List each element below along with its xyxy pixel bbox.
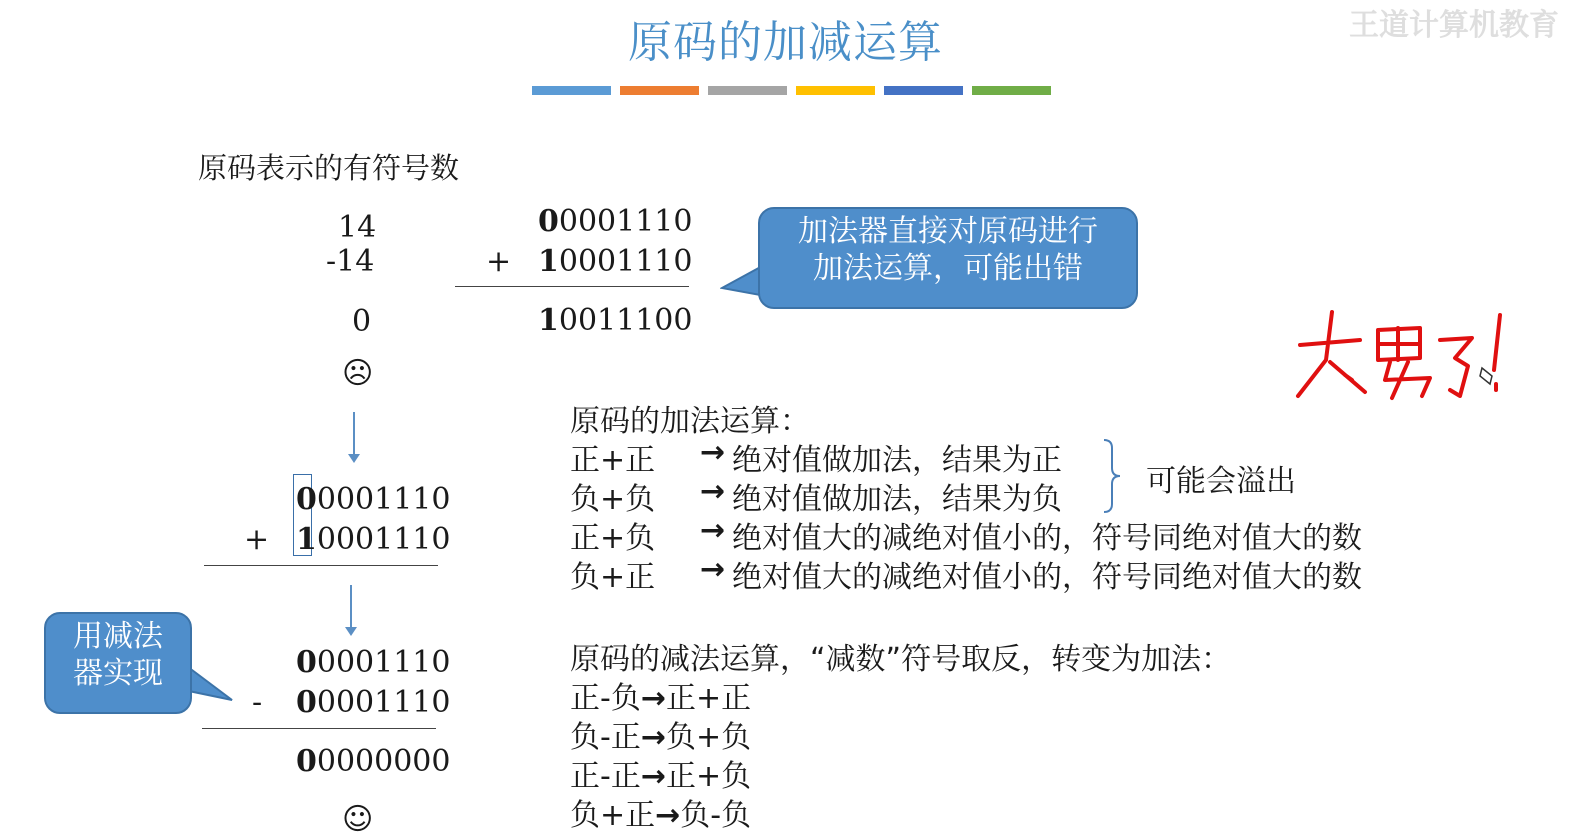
rule-description: 绝对值做加法，结果为正 xyxy=(732,443,1062,478)
rule-case: 正+负 xyxy=(570,521,656,556)
right-arrow-icon: → xyxy=(640,720,666,755)
binary-b xyxy=(538,244,692,279)
sign-bit: 1 xyxy=(296,522,317,557)
addition-rules-heading: 原码的加法运算： xyxy=(570,404,810,439)
callout-line: 加法器直接对原码进行 xyxy=(798,214,1098,249)
down-arrow-2 xyxy=(350,585,352,627)
decimal-b: -14 xyxy=(326,244,375,279)
subtraction-rule-row xyxy=(570,673,752,716)
right-arrow-icon: → xyxy=(700,435,726,470)
right-arrow-icon: → xyxy=(640,681,666,716)
binary-sum xyxy=(538,303,692,338)
binary-a xyxy=(538,204,692,239)
color-bar-2 xyxy=(620,86,699,95)
binary-b xyxy=(296,522,450,557)
subtraction-rule-row xyxy=(570,751,752,794)
rule-to: 负-负 xyxy=(680,798,752,833)
subtraction-rule-row xyxy=(570,712,752,755)
color-bar-5 xyxy=(884,86,963,95)
magnitude-bits: 0001110 xyxy=(316,645,451,680)
callout-line: 用减法 xyxy=(73,619,163,654)
watermark: 王道计算机教育 xyxy=(1349,8,1559,43)
rule-to: 正+正 xyxy=(665,681,752,716)
right-arrow-icon: → xyxy=(700,513,726,548)
title-color-bars xyxy=(532,86,1051,95)
handwritten-annotation xyxy=(1290,300,1520,410)
binary-a xyxy=(296,482,450,517)
down-arrow-head-2 xyxy=(345,627,357,636)
decimal-sum: 0 xyxy=(352,304,372,339)
binary-b xyxy=(296,685,450,720)
sad-face-icon: ☹ xyxy=(342,356,374,391)
plus-operator: + xyxy=(486,244,512,279)
slide-title: 原码的加减运算 xyxy=(628,17,943,68)
color-bar-4 xyxy=(796,86,875,95)
magnitude-bits: 0001110 xyxy=(316,685,451,720)
rule-description: 绝对值做加法，结果为负 xyxy=(732,482,1062,517)
right-arrow-icon: → xyxy=(655,798,681,833)
color-bar-6 xyxy=(972,86,1051,95)
rule-case: 正+正 xyxy=(570,443,656,478)
plus-operator: + xyxy=(244,522,270,557)
right-brace-icon xyxy=(1100,438,1126,514)
rule-description: 绝对值大的减绝对值小的，符号同绝对值大的数 xyxy=(732,560,1362,595)
sign-bit: 0 xyxy=(296,645,317,680)
sign-bit: 0 xyxy=(538,204,559,239)
binary-a xyxy=(296,645,450,680)
rule-description: 绝对值大的减绝对值小的，符号同绝对值大的数 xyxy=(732,521,1362,556)
down-arrow-1 xyxy=(353,412,355,454)
subtraction-rule-row xyxy=(570,790,752,833)
right-arrow-icon: → xyxy=(700,552,726,587)
magnitude-bits: 0001110 xyxy=(558,244,693,279)
right-arrow-icon: → xyxy=(700,474,726,509)
decimal-a: 14 xyxy=(338,210,377,245)
magnitude-bits: 0011100 xyxy=(558,303,693,338)
difference-rule xyxy=(202,728,436,729)
rule-from: 正-负 xyxy=(570,681,641,716)
callout-line: 加法运算，可能出错 xyxy=(813,251,1083,286)
subtractor-callout xyxy=(44,612,192,714)
down-arrow-head-1 xyxy=(348,454,360,463)
sign-bit: 0 xyxy=(296,482,317,517)
sign-bit: 1 xyxy=(538,303,559,338)
subtraction-rules-heading: 原码的减法运算，“减数”符号取反，转变为加法： xyxy=(570,642,1232,677)
happy-face-icon: ☺ xyxy=(342,802,374,837)
callout-line: 器实现 xyxy=(73,656,163,691)
color-bar-3 xyxy=(708,86,787,95)
magnitude-bits: 0001110 xyxy=(316,522,451,557)
subtraction-rules-list xyxy=(570,673,752,833)
color-bar-1 xyxy=(532,86,611,95)
adder-callout xyxy=(758,207,1138,309)
section-subtitle: 原码表示的有符号数 xyxy=(198,151,460,185)
magnitude-bits: 0001110 xyxy=(558,204,693,239)
rule-from: 负-正 xyxy=(570,720,641,755)
rule-case: 负+正 xyxy=(570,560,656,595)
sum-rule xyxy=(204,565,438,566)
sign-bit: 0 xyxy=(296,744,317,779)
rule-from: 正-正 xyxy=(570,759,641,794)
overflow-note: 可能会溢出 xyxy=(1146,464,1296,499)
magnitude-bits: 0000000 xyxy=(316,744,451,779)
rule-from: 负+正 xyxy=(570,798,656,833)
binary-result xyxy=(296,744,450,779)
minus-operator: - xyxy=(252,685,263,720)
rule-to: 负+负 xyxy=(665,720,752,755)
sum-rule xyxy=(455,286,689,287)
right-arrow-icon: → xyxy=(640,759,666,794)
magnitude-bits: 0001110 xyxy=(316,482,451,517)
rule-case: 负+负 xyxy=(570,482,656,517)
rule-to: 正+负 xyxy=(665,759,752,794)
sign-bit: 0 xyxy=(296,685,317,720)
sign-bit: 1 xyxy=(538,244,559,279)
